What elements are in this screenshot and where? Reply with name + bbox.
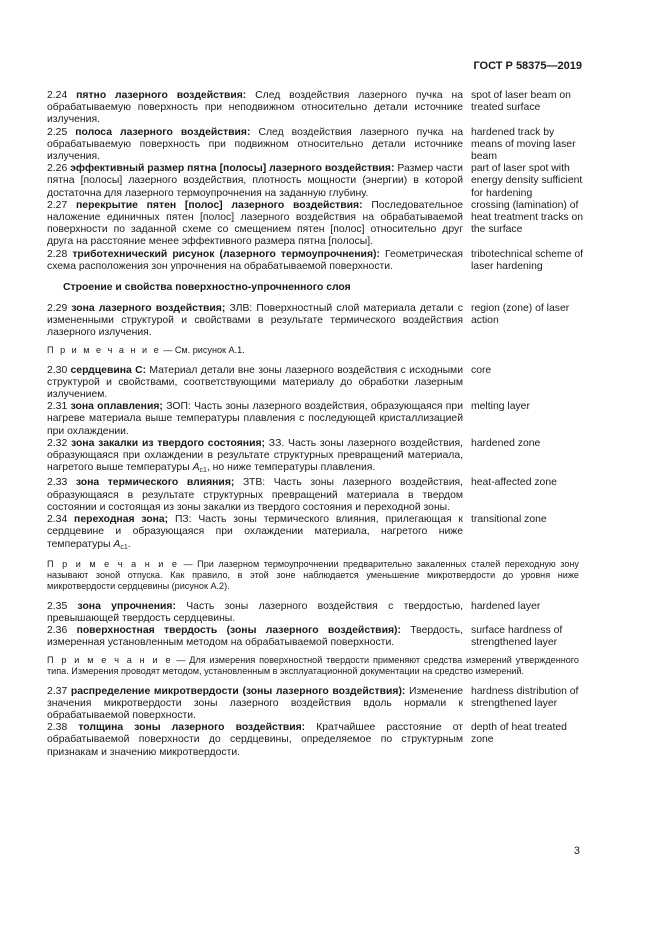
term-name: сердцевина С: [70,364,147,376]
term-name: пятно лазерного воздействия: [76,90,247,101]
term-english: heat-affected zone [471,477,557,489]
term-name: зона оплавления; [70,401,163,413]
note [47,345,579,356]
term-entry [47,365,587,402]
term-english: hardened zone [471,437,541,449]
term-name: полоса лазерного воздействия: [75,126,251,138]
term-english: tribotechnical scheme of laser hardening [471,248,584,272]
temp-symbol: A [192,462,200,474]
term-number: 2.31 [47,401,68,413]
term-number: 2.37 [47,685,68,697]
term-entry [47,625,587,649]
term-name: зона термического влияния; [75,477,235,489]
term-number: 2.36 [47,625,68,637]
term-entry [47,303,587,340]
term-definition: ЗОП: Часть зоны лазерного воздействия, образующаяся при нагреве материала выше температуры плавления с последующей кристаллизацией при охлаждении. [47,401,464,437]
note-text: — При лазерном термоупрочнении предварительно закаленных сталей переходную зону называют зоной отпуска. Как правило, в этой зоне наблюдается уменьшение микротвердости до уровня ниже микротвердости сердцевины (рисунок А.2). [47,558,579,591]
term-name: зона упрочнения: [77,600,176,612]
term-english: hardness distribution of strengthened layer [471,685,579,709]
term-entry [47,514,587,554]
term-definition: Размер части пятна [полосы] лазерного воздействия, плотность мощности (энергии) в которой достаточна для лазерного термоупрочнения на заданную глубину. [47,163,463,199]
term-english: crossing (lamination) of heat treatment tracks on the surface [471,199,584,236]
term-entry [47,163,587,200]
note [47,559,579,592]
term-entry [47,686,587,723]
term-definition: ЗЛВ: Поверхностный слой материала детали с измененными структурой и свойствами в результате термического воздействия лазерного излучения. [47,303,463,339]
term-number: 2.34 [47,514,68,526]
term-definition: Геометрическая схема расположения зон упрочнения на обрабатываемой поверхности. [47,248,463,272]
term-number: 2.24 [47,90,68,101]
standard-header: ГОСТ Р 58375—2019 [473,60,582,72]
term-entry [47,401,587,438]
term-english: depth of heat treated zone [471,722,567,746]
term-definition: Кратчайшее расстояние от обрабатываемой поверхности до сердцевины, определяемое по структурным признакам и значению микротвердости. [47,722,464,758]
term-number: 2.32 [47,437,68,449]
term-definition: Материал детали вне зоны лазерного воздействия с исходными структурой и свойствами, соответствующими материалу до обработки лазерным излучением. [47,364,463,401]
term-number: 2.26 [47,163,68,175]
term-name: поверхностная твердость (зоны лазерного воздействия): [76,625,401,637]
term-number: 2.38 [47,722,68,734]
term-definition: След воздействия лазерного пучка на обрабатываемую поверхность при неподвижном относительно детали источнике излучения. [47,90,464,126]
term-entry [47,477,587,514]
term-definition: След воздействия лазерного пучка на обрабатываемую поверхность при подвижном относительно детали источнике излучения. [47,126,463,163]
term-entry [47,249,587,273]
term-name: распределение микротвердости (зоны лазерного воздействия): [70,685,406,697]
section-title: Строение и свойства поверхностно-упрочненного слоя [63,282,351,294]
term-english: melting layer [471,401,530,413]
note-label: П р и м е ч а н и е [47,558,179,569]
term-definition: Твердость, измеренная установленным методом на обрабатываемой поверхности. [47,625,463,649]
term-number: 2.33 [47,477,68,489]
term-english: hardened layer [471,600,541,612]
term-number: 2.25 [47,126,68,138]
term-entry [47,200,587,249]
term-entry [47,601,587,625]
term-name: триботехнический рисунок (лазерного термоупрочнения): [72,248,380,260]
term-definition-end: . [127,538,131,550]
term-definition: Последовательное наложение единичных пятен [полос] лазерного воздействия на обрабатываемой поверхности по заданной схеме со смещением пятен [полос] относительно друг друга на расстояние менее эффективного размера пятна [полосы]. [47,199,464,248]
term-number: 2.35 [47,600,68,612]
term-definition: ПЗ: Часть зоны термического влияния, прилегающая к сердцевине и образующаяся при охлаждении материала, нагретого ниже температуры [47,514,463,550]
term-definition: Изменение значения микротвердости зоны лазерного воздействия вдоль нормали к обрабатываемой поверхности. [47,685,463,721]
term-definition: ЗТВ: Часть зоны лазерного воздействия, образующаяся в результате структурных превращений материала в твердом состоянии и состоящая из зоны закалки из твердого состояния и переходной зоны. [47,477,464,513]
term-name: зона лазерного воздействия; [71,303,226,315]
term-english: transitional zone [471,514,547,526]
note-text: — См. рисунок А.1. [163,344,245,355]
note-label: П р и м е ч а н и е [47,654,173,665]
term-name: эффективный размер пятна [полосы] лазерного воздействия: [70,163,395,175]
note-label: П р и м е ч а н и е [47,344,161,355]
temp-subscript: c1 [199,467,207,475]
term-definition: Часть зоны лазерного воздействия с твердостью, превышающей твердость сердцевины. [47,600,463,624]
term-english: spot of laser beam on treated surface [471,90,571,114]
term-entry [47,438,587,478]
term-entry [47,90,587,127]
term-definition-end: , но ниже температуры плавления. [206,462,376,474]
term-english: hardened track by means of moving laser beam [471,126,576,163]
term-name: переходная зона; [74,514,169,526]
term-number: 2.28 [47,248,68,260]
term-number: 2.27 [47,199,68,211]
term-entry [47,127,587,164]
term-name: зона закалки из твердого состояния; [71,437,265,449]
term-name: перекрытие пятен [полос] лазерного воздействия: [76,199,363,211]
page-number: 3 [573,845,580,857]
note [47,655,579,677]
temp-subscript: c1 [120,543,128,551]
term-entry [47,722,587,759]
term-english: surface hardness of strengthened layer [471,625,563,649]
terms-content [47,90,587,759]
term-english: core [471,364,492,376]
term-english: part of laser spot with energy density sufficient for hardening [471,163,583,199]
term-definition: ЗЗ. Часть зоны лазерного воздействия, образующаяся при охлаждении в результате структурных превращений материала, нагретого выше температуры [47,437,463,474]
term-english: region (zone) of laser action [471,303,570,327]
term-number: 2.30 [47,364,68,376]
note-text: — Для измерения поверхностной твердости применяют средства измерений утвержденного типа. Измерения проводят методом, установленным в эксплуатационной документации на средство измерений. [47,654,579,676]
term-number: 2.29 [47,303,68,315]
term-name: толщина зоны лазерного воздействия: [78,722,306,734]
temp-symbol: A [113,538,121,550]
